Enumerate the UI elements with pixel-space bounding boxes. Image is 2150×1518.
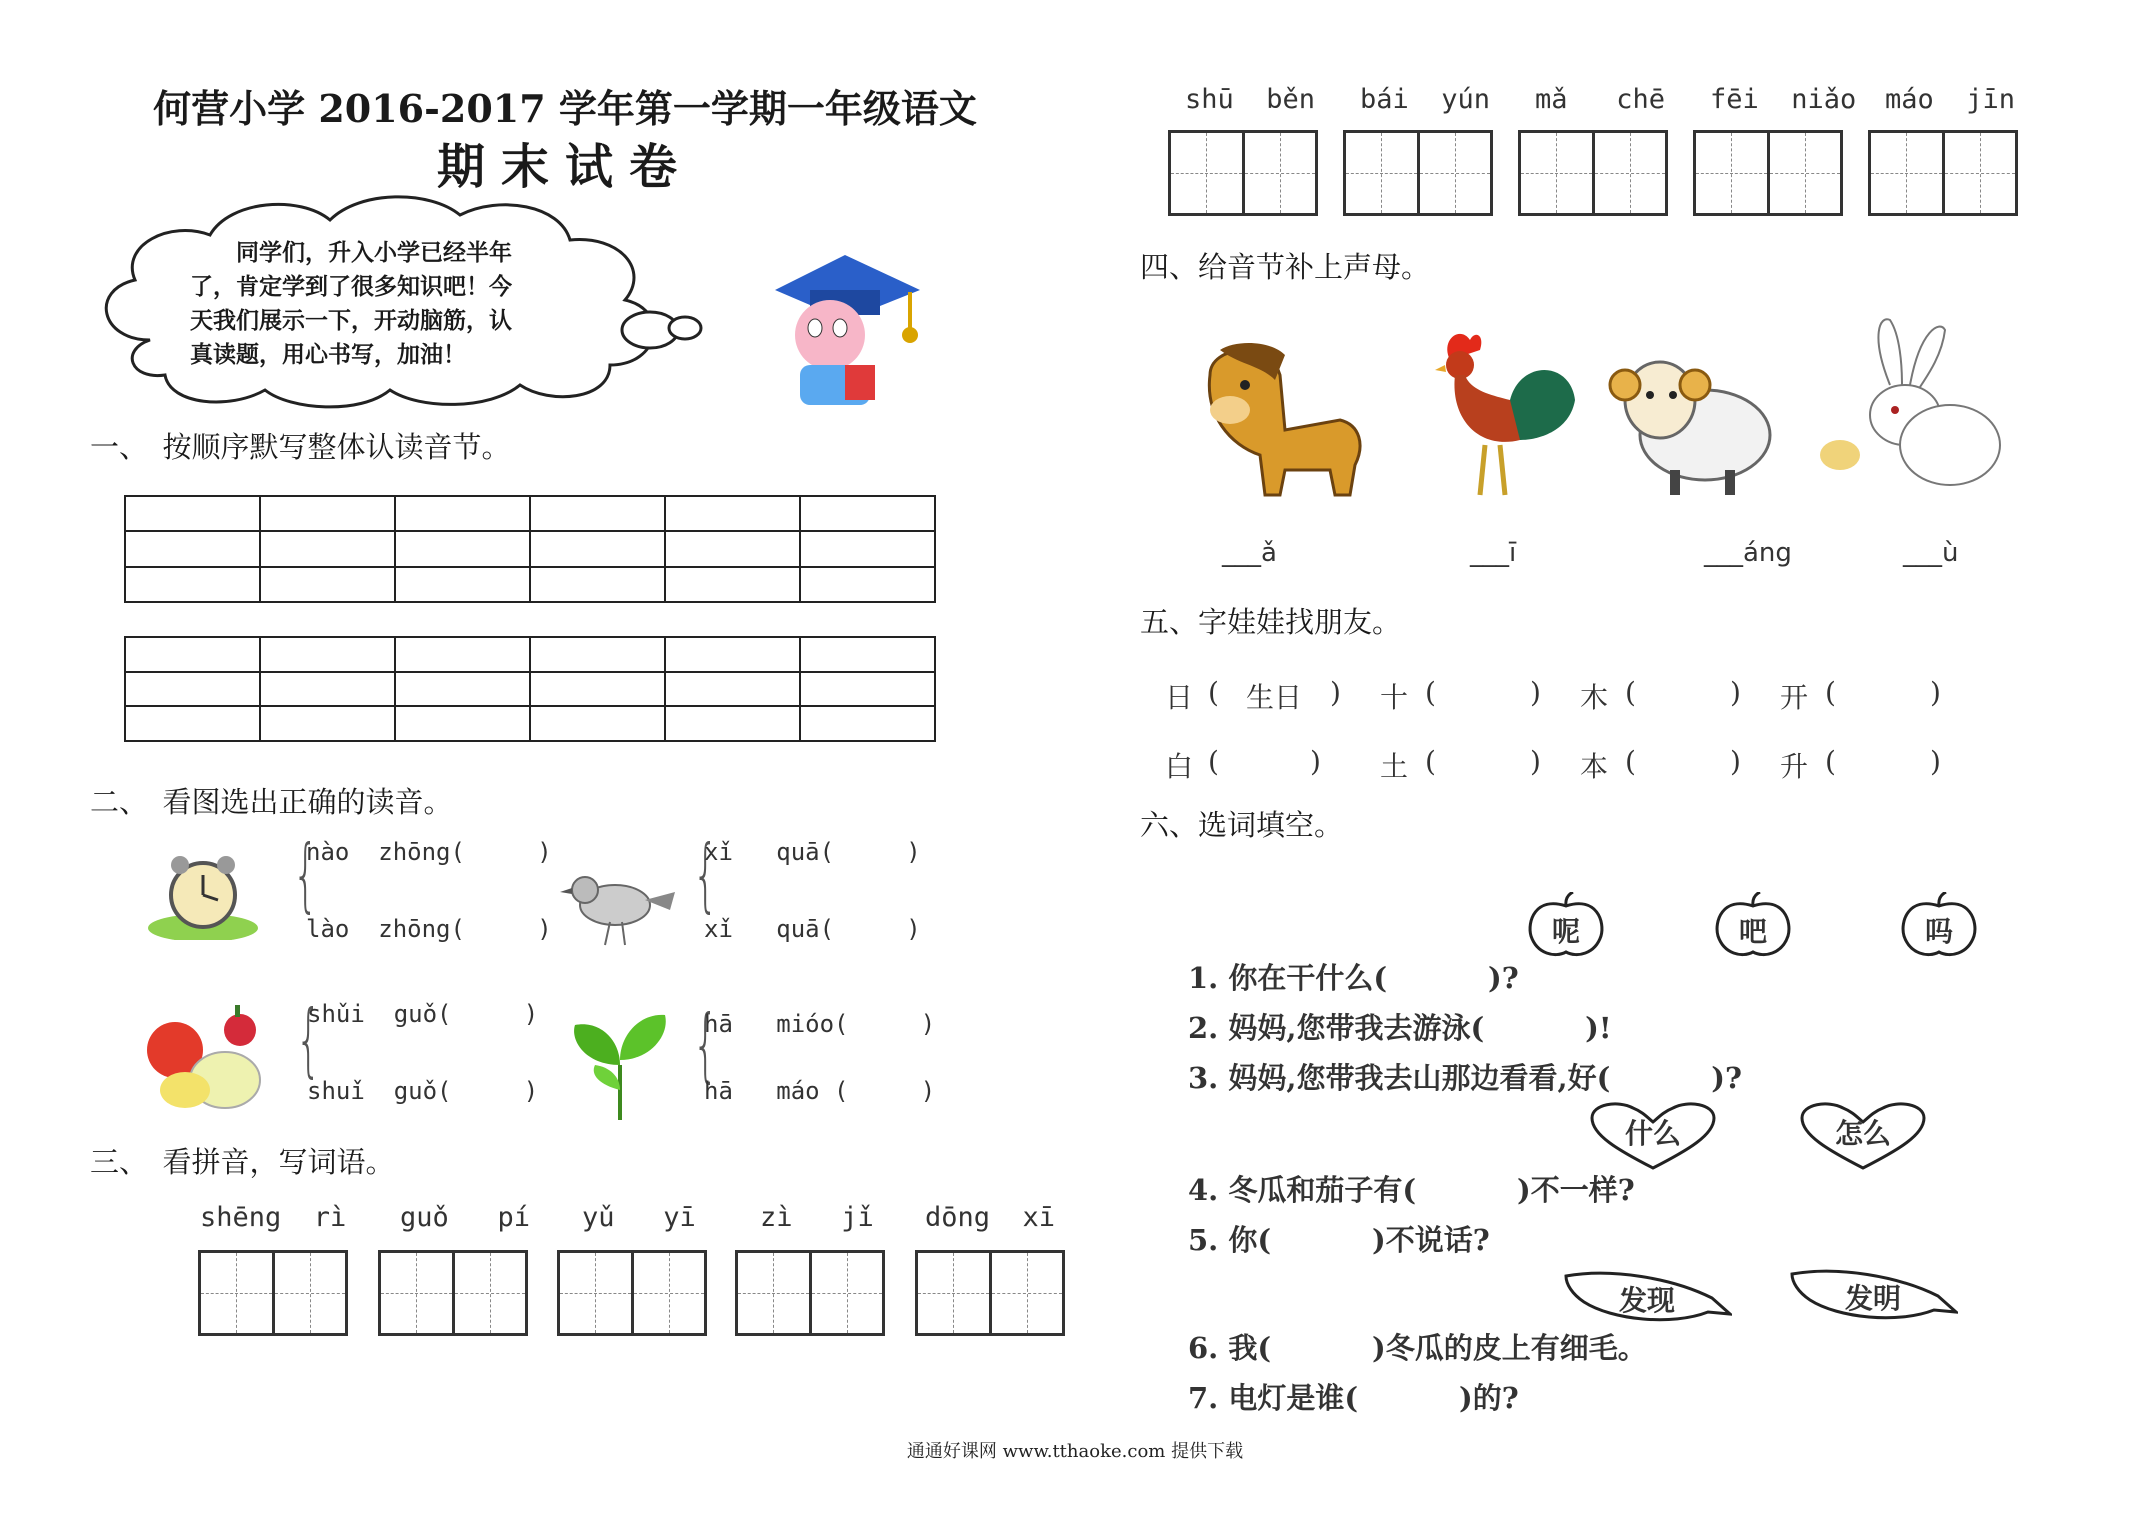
footer-credit: 通通好课网 www.tthaoke.com 提供下载 [906,1441,1244,1462]
q3-pinyin: dōng xī [925,1202,1056,1233]
q2-option[interactable]: hā mióo( ) [704,1010,936,1038]
q5-paren: ( [1625,676,1636,709]
writing-box[interactable] [1168,130,1318,216]
clock-icon [145,850,260,940]
q6-sentence: 2. 妈妈,您带我去游泳( )! [1188,1011,1612,1045]
q6-sentence: 4. 冬瓜和茄子有( )不一样? [1188,1173,1635,1207]
leaf-icon [565,1005,675,1125]
q3b-pinyin: bái yún [1360,84,1491,115]
section-2-heading: 二、 看图选出正确的读音。 [90,785,453,819]
q6-sentence: 6. 我( )冬瓜的皮上有细毛。 [1188,1331,1647,1365]
q5-paren: ( [1208,676,1219,709]
horse-icon [1190,335,1365,500]
q5-paren: ( [1625,745,1636,778]
q5-paren: ( [1425,745,1436,778]
rabbit-icon [1810,315,2010,495]
brace-icon: { [292,828,319,921]
writing-box[interactable] [378,1250,528,1336]
q5-char: 升 [1780,750,1809,783]
section-4-heading: 四、给音节补上声母。 [1140,250,1431,284]
q5-char: 土 [1380,750,1409,783]
q4-blank[interactable]: ___ù [1903,538,1959,568]
brace-icon: { [295,993,322,1086]
q3-pinyin: guǒ pí [400,1202,531,1233]
word-choice-chip[interactable]: 什么 [1624,1117,1681,1150]
writing-box[interactable] [557,1250,707,1336]
page-subtitle: 期末试卷 [436,139,693,195]
section-5-heading: 五、字娃娃找朋友。 [1140,605,1402,639]
intro-text: 同学们，升入小学已经半年 了，肯定学到了很多知识吧！今 天我们展示一下，开动脑筋，认 真读题，用心书写，加油！ [190,239,512,368]
answer-grid-2[interactable] [124,636,936,742]
q2-option[interactable]: nào zhōng( ) [306,838,552,866]
q6-sentence: 1. 你在干什么( )? [1188,961,1519,995]
answer-grid-1[interactable] [124,495,936,603]
q4-blank[interactable]: ___áng [1704,538,1792,568]
q3b-pinyin: mǎ chē [1535,84,1666,115]
q5-paren: ( [1825,676,1836,709]
q3b-pinyin: máo jīn [1885,84,2016,115]
q5-char: 开 [1780,681,1809,714]
bird-icon [560,860,675,950]
sheep-icon [1605,340,1775,505]
word-choice-chip[interactable]: 发明 [1844,1282,1901,1315]
word-choice-chip[interactable]: 吧 [1738,915,1767,948]
writing-box[interactable] [1518,130,1668,216]
q3-pinyin: yǔ yī [582,1202,696,1233]
q2-option[interactable]: hā máo ( ) [704,1077,936,1105]
q6-sentence: 7. 电灯是谁( )的? [1188,1381,1519,1415]
q4-blank[interactable]: ___ī [1470,538,1517,568]
q5-char: 本 [1580,750,1609,783]
word-choice-chip[interactable]: 怎么 [1834,1117,1891,1150]
writing-box[interactable] [198,1250,348,1336]
q5-paren: ) [1730,676,1741,709]
q3-pinyin: zì jǐ [760,1202,874,1233]
q5-paren: ( [1425,676,1436,709]
section-6-heading: 六、选词填空。 [1140,808,1344,842]
writing-box[interactable] [735,1250,885,1336]
writing-box[interactable] [1868,130,2018,216]
q5-paren: ) [1930,676,1941,709]
word-choice-chip[interactable]: 呢 [1551,915,1580,948]
q2-option[interactable]: xǐ quā( ) [704,915,921,943]
section-1-heading: 一、 按顺序默写整体认读音节。 [90,430,511,464]
q5-paren: ( [1825,745,1836,778]
fruit-icon [130,1000,265,1115]
section-3-heading: 三、 看拼音，写词语。 [90,1145,395,1179]
q5-paren: ) [1310,745,1321,778]
page-title: 何营小学 2016-2017 学年第一学期一年级语文 [153,86,977,131]
q5-answer[interactable]: 生日 [1246,681,1303,714]
q6-sentence: 3. 妈妈,您带我去山那边看看,好( )? [1188,1061,1742,1095]
word-choice-chip[interactable]: 发现 [1618,1284,1675,1317]
q6-sentence: 5. 你( )不说话? [1188,1223,1490,1257]
q2-option[interactable]: shuǐ guǒ( ) [307,1077,539,1105]
q5-char: 十 [1380,681,1409,714]
q5-paren: ) [1530,745,1541,778]
q5-paren: ) [1930,745,1941,778]
q5-paren: ( [1208,745,1219,778]
q5-paren: ) [1330,676,1341,709]
q5-char: 日 [1165,681,1194,714]
q3-pinyin: shēng rì [200,1202,347,1233]
writing-box[interactable] [915,1250,1065,1336]
q3b-pinyin: shū běn [1185,84,1316,115]
q2-option[interactable]: shǔi guǒ( ) [307,1000,539,1028]
q3b-pinyin: fēi niǎo [1710,84,1857,115]
brace-icon: { [692,998,719,1091]
q5-paren: ) [1730,745,1741,778]
brace-icon: { [692,828,719,921]
student-cartoon-icon [760,250,930,410]
q5-paren: ) [1530,676,1541,709]
q5-char: 白 [1165,750,1194,783]
writing-box[interactable] [1343,130,1493,216]
q4-blank[interactable]: ___ǎ [1222,538,1277,568]
q5-char: 木 [1580,681,1609,714]
q2-option[interactable]: xǐ quā( ) [704,838,921,866]
writing-box[interactable] [1693,130,1843,216]
q2-option[interactable]: lào zhōng( ) [306,915,552,943]
word-choice-chip[interactable]: 吗 [1924,915,1953,948]
rooster-icon [1410,320,1580,505]
